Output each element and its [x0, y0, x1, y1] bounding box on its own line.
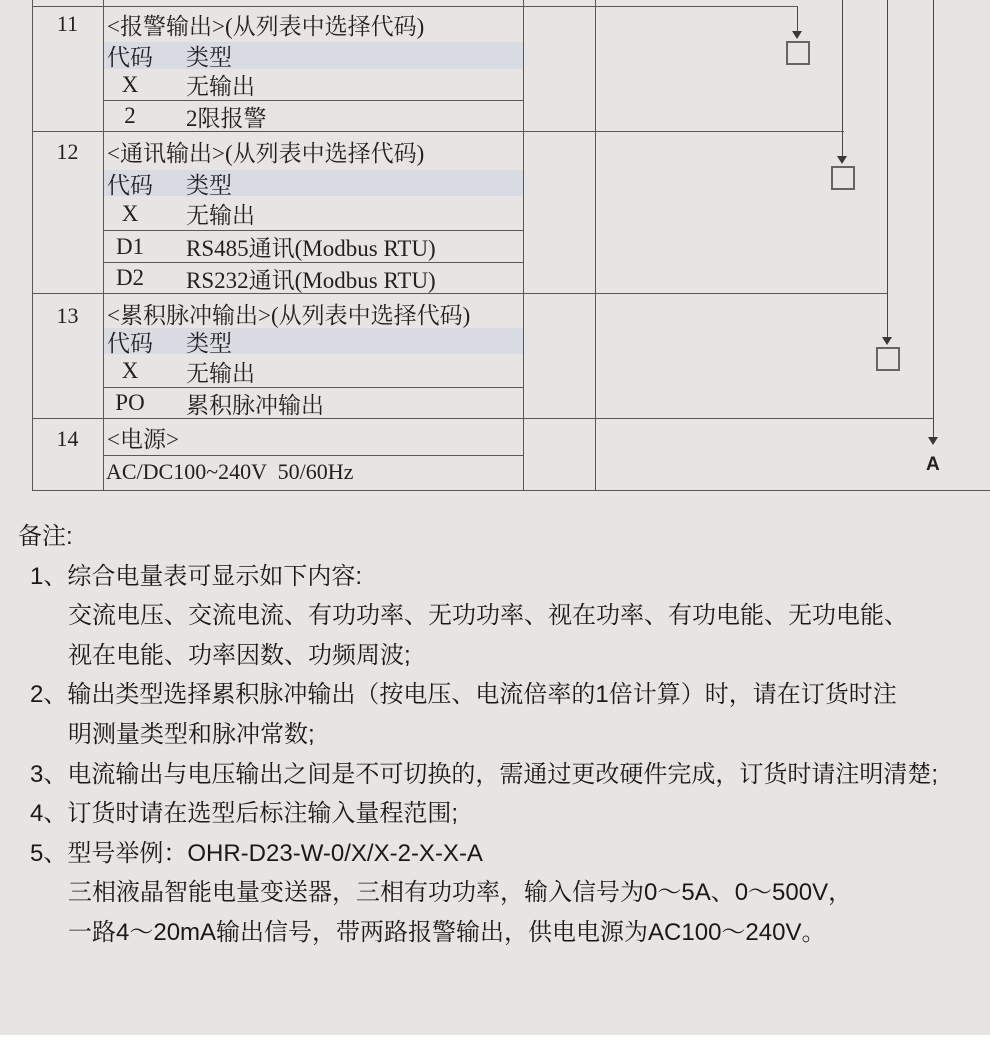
option-row [104, 356, 523, 386]
power-spec: AC/DC100~240V 50/60Hz [106, 459, 354, 484]
table-content-column-divider [523, 0, 524, 490]
connector-line-row11 [797, 6, 798, 32]
row14-top-border [32, 418, 934, 419]
row-number: 14 [56, 426, 79, 451]
option-code: D2 [115, 265, 145, 290]
note-line: 3、电流输出与电压输出之间是不可切换的，需通过更改硬件完成，订货时请注明清楚; [30, 760, 939, 788]
option-type: 累积脉冲输出 [186, 392, 324, 418]
notes-section [0, 517, 990, 953]
code-box-row12 [831, 166, 855, 190]
option-code: X [121, 358, 139, 383]
option-row [104, 264, 523, 292]
connector-line-row13 [887, 0, 888, 338]
code-terminal-label: A [926, 454, 940, 475]
row-subtable-header [104, 328, 523, 354]
row-title: <通讯输出>(从列表中选择代码) [107, 140, 425, 166]
row-title: <累积脉冲输出>(从列表中选择代码) [107, 302, 471, 328]
option-type: RS232通讯(Modbus RTU) [186, 267, 436, 293]
option-type: 无输出 [186, 360, 255, 386]
row-title: <电源> [107, 427, 179, 452]
option-code: X [121, 71, 139, 97]
note-line: 交流电压、交流电流、有功功率、无功功率、视在功率、有功电能、无功电能、 [68, 602, 908, 630]
note-line: 1、综合电量表可显示如下内容: [30, 562, 363, 590]
row-title: <报警输出>(从列表中选择代码) [107, 13, 425, 39]
option-code: D1 [115, 233, 145, 259]
row-subtable-header [104, 42, 523, 69]
table-bottom-border [32, 490, 990, 491]
column-header-type: 类型 [186, 330, 232, 356]
note-line: 明测量类型和脉冲常数; [68, 720, 315, 748]
column-header-code: 代码 [107, 45, 153, 70]
option-row [104, 198, 523, 229]
table-left-border [32, 0, 33, 490]
arrow-down-icon [837, 156, 847, 164]
arrow-down-icon [882, 337, 892, 345]
note-line: 三相液晶智能电量变送器，三相有功功率，输入信号为0～5A、0～500V， [68, 879, 853, 907]
note-line: 一路4～20mA输出信号，带两路报警输出，供电电源为AC100～240V。 [68, 918, 826, 946]
option-type: 2限报警 [186, 105, 267, 131]
note-line: 5、型号举例：OHR-D23-W-0/X/X-2-X-X-A [30, 839, 483, 867]
row-subtable-header [104, 170, 523, 196]
note-line: 4、订货时请在选型后标注输入量程范围; [30, 800, 459, 828]
row-number: 13 [56, 303, 79, 328]
connector-line-row14 [933, 0, 934, 438]
table-right-column-divider [595, 0, 596, 490]
arrow-down-icon [792, 31, 802, 39]
arrow-down-icon [928, 437, 938, 445]
row12-top-border [32, 131, 844, 132]
note-line: 视在电能、功率因数、功频周波; [68, 641, 411, 669]
option-type: RS485通讯(Modbus RTU) [186, 236, 436, 261]
option-row [104, 70, 523, 99]
column-header-code: 代码 [107, 172, 153, 198]
notes-heading: 备注: [18, 523, 73, 550]
column-header-type: 类型 [186, 172, 232, 198]
option-code: 2 [124, 103, 136, 128]
option-code: X [121, 200, 139, 226]
code-box-row11 [786, 41, 810, 65]
row11-option-divider [104, 100, 523, 101]
code-box-row13 [876, 347, 900, 371]
option-code: PO [115, 390, 145, 415]
note-line: 2、输出类型选择累积脉冲输出（按电压、电流倍率的1倍计算）时，请在订货时注 [30, 681, 897, 709]
column-header-code: 代码 [107, 330, 153, 356]
option-type: 无输出 [186, 74, 255, 99]
connector-line-row12 [842, 0, 843, 157]
option-row [104, 232, 523, 261]
row-number: 11 [56, 11, 79, 36]
column-header-type: 类型 [186, 45, 232, 70]
row-number: 12 [56, 139, 79, 164]
bottom-page-edge [0, 1035, 990, 1046]
option-row [104, 389, 523, 417]
option-type: 无输出 [186, 203, 255, 228]
row13-top-border [32, 293, 888, 294]
option-row [104, 102, 523, 130]
